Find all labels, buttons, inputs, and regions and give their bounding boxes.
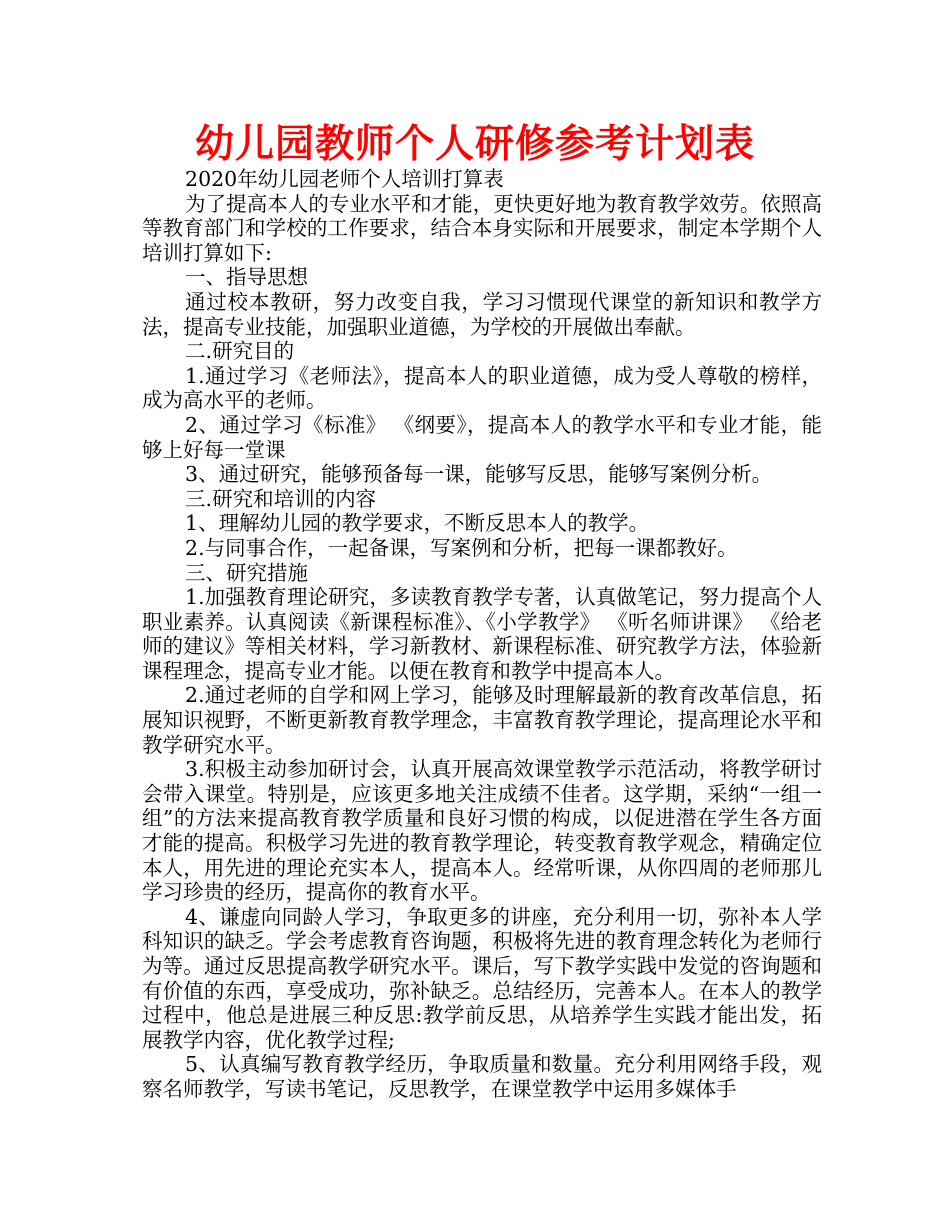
paragraph-content-2: 2.与同事合作，一起备课，写案例和分析，把每一课都教好。	[185, 535, 738, 560]
section-heading-research-goals: 二.研究目的	[185, 339, 295, 364]
paragraph-measure-5: 5、认真编写教育教学经历，争取质量和数量。充分利用网络手段，观察名师教学，写读书笔记，反思教学，在课堂教学中运用多媒体手	[142, 1052, 822, 1101]
document-title: 幼儿园教师个人研修参考计划表	[194, 121, 755, 167]
paragraph-measure-3: 3.积极主动参加研讨会，认真开展高效课堂教学示范活动，将教学研讨会带入课堂。特别是，应该更多地关注成绩不佳者。这学期，采纳“一组一组”的方法来提高教育教学质量和良好习惯的构成，以促进潜在学生各方面才能的提高。积极学习先进的教育教学理论，转变教育教学观念，精确定位本人，用先进的理论充实本人，提高本人。经常听课，从你四周的老师那儿学习珍贵的经历，提高你的教育水平。	[142, 757, 822, 905]
section-heading-research-measures: 三、研究措施	[185, 560, 309, 585]
paragraph-measure-1: 1.加强教育理论研究，多读教育教学专著，认真做笔记，努力提高个人职业素养。认真阅读《新课程标准》、《小学教学》 《听名师讲课》 《给老师的建议》等相关材料，学习新教材、新课程标准、研究教学方法，体验新课程理念，提高专业才能。以便在教育和教学中提高本人。	[142, 585, 822, 683]
paragraph-content-1: 1、理解幼儿园的教学要求，不断反思本人的教学。	[185, 511, 650, 536]
paragraph-goal-2: 2、通过学习《标准》 《纲要》，提高本人的教学水平和专业才能，能够上好每一堂课	[142, 412, 822, 462]
paragraph-guiding-ideology: 通过校本教研，努力改变自我，学习习惯现代课堂的新知识和教学方法，提高专业技能，加强职业道德，为学校的开展做出奉献。	[142, 289, 822, 339]
document-body	[142, 167, 822, 1102]
paragraph-measure-2: 2.通过老师的自学和网上学习，能够及时理解最新的教育改革信息，拓展知识视野，不断更新教育教学理念，丰富教育教学理论，提高理论水平和教学研究水平。	[142, 683, 822, 757]
section-heading-guiding-ideology: 一、指导思想	[185, 265, 309, 290]
paragraph-goal-3: 3、通过研究，能够预备每一课，能够写反思，能够写案例分析。	[185, 462, 773, 487]
paragraph-goal-1: 1.通过学习《老师法》，提高本人的职业道德，成为受人尊敬的榜样，成为高水平的老师。	[142, 363, 822, 413]
section-heading-research-content: 三.研究和培训的内容	[185, 486, 377, 511]
paragraph-measure-4: 4、谦虚向同龄人学习，争取更多的讲座，充分利用一切，弥补本人学科知识的缺乏。学会考虑教育咨询题，积极将先进的教育理念转化为老师行为等。通过反思提高教学研究水平。课后，写下教学实践中发觉的咨询题和有价值的东西，享受成功，弥补缺乏。总结经历，完善本人。在本人的教学过程中，他总是进展三种反思:教学前反思，从培养学生实践才能出发，拓展教学内容，优化教学过程;	[142, 904, 822, 1052]
paragraph-subtitle: 2020年幼儿园老师个人培训打算表	[185, 167, 504, 191]
paragraph-intro: 为了提高本人的专业水平和才能，更快更好地为教育教学效劳。依照高等教育部门和学校的工作要求，结合本身实际和开展要求，制定本学期个人培训打算如下:	[142, 191, 822, 265]
